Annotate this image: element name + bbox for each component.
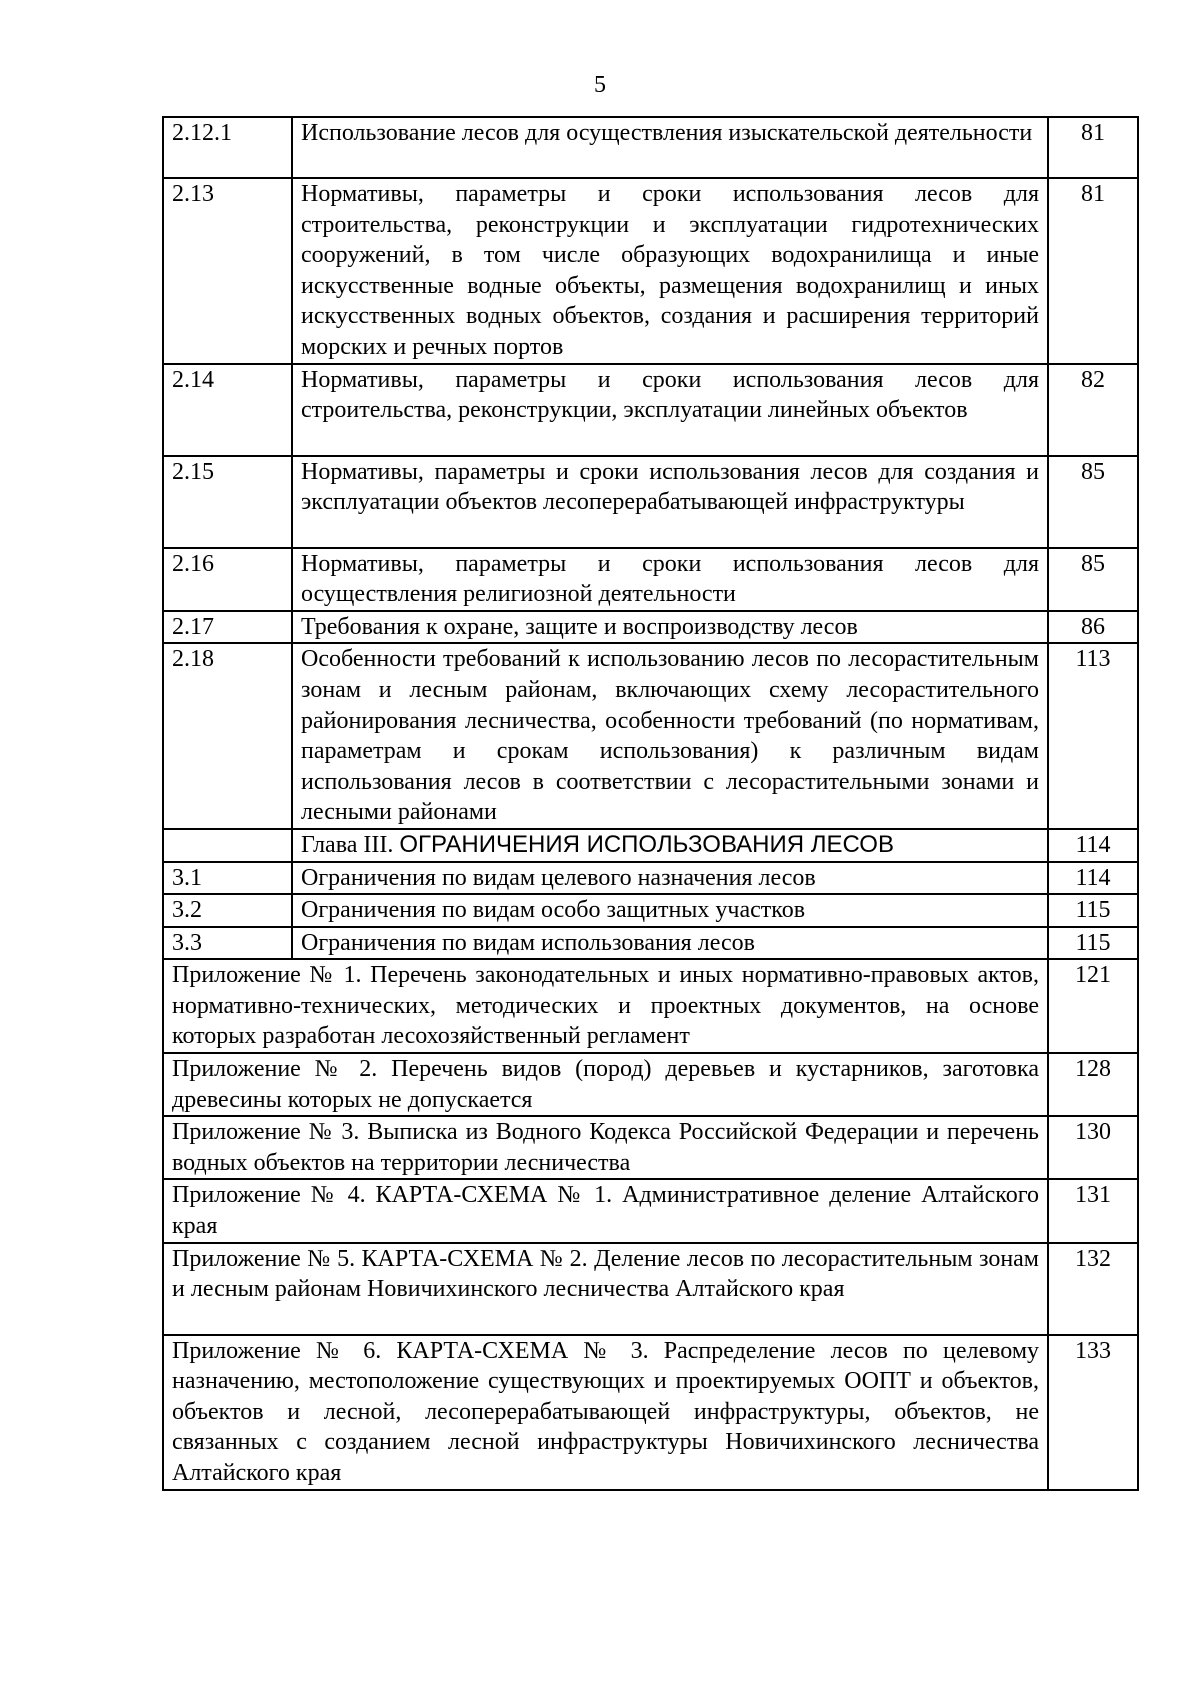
- section-page: 85: [1048, 548, 1138, 611]
- chapter-row: [163, 829, 1138, 862]
- section-number: 2.18: [163, 643, 292, 829]
- section-title: Нормативы, параметры и сроки использования лесов для создания и эксплуатации объектов лесоперерабатывающей инфраструктуры: [292, 456, 1048, 548]
- chapter-prefix: Глава III.: [301, 831, 400, 858]
- toc-row: [163, 364, 1138, 456]
- appendix-row: [163, 959, 1138, 1053]
- section-title: Особенности требований к использованию лесов по лесорастительным зонам и лесным районам, включающих схему лесорастительного районирования лесничества, особенности требований (по нормативам, параметрам и срокам использования) к различным видам использования лесов в соответствии с лесорастительными зонами и лесными районами: [292, 643, 1048, 829]
- section-number: 3.1: [163, 862, 292, 895]
- section-title: Использование лесов для осуществления изыскательской деятельности: [292, 117, 1048, 178]
- section-title: Нормативы, параметры и сроки использования лесов для строительства, реконструкции и эксплуатации гидротехнических сооружений, в том числе образующих водохранилища и иные искусственные водные объекты, размещения водохранилищ и иных искусственных водных объектов, создания и расширения территорий морских и речных портов: [292, 178, 1048, 364]
- page-number: 5: [594, 72, 606, 98]
- section-page: 82: [1048, 364, 1138, 456]
- appendix-title: Приложение № 3. Выписка из Водного Кодекса Российской Федерации и перечень водных объектов на территории лесничества: [163, 1116, 1048, 1179]
- section-page: 114: [1048, 862, 1138, 895]
- appendix-row: [163, 1116, 1138, 1179]
- section-number: 2.16: [163, 548, 292, 611]
- section-title: Нормативы, параметры и сроки использования лесов для строительства, реконструкции, эксплуатации линейных объектов: [292, 364, 1048, 456]
- section-page: 81: [1048, 178, 1138, 364]
- appendix-page: 133: [1048, 1335, 1138, 1490]
- section-number: [163, 829, 292, 862]
- appendix-page: 130: [1048, 1116, 1138, 1179]
- appendix-row: [163, 1179, 1138, 1242]
- toc-row: [163, 117, 1138, 178]
- section-title: Требования к охране, защите и воспроизводству лесов: [292, 611, 1048, 644]
- section-number: 2.14: [163, 364, 292, 456]
- toc-row: [163, 456, 1138, 548]
- section-number: 2.15: [163, 456, 292, 548]
- section-number: 3.2: [163, 894, 292, 927]
- appendix-page: 121: [1048, 959, 1138, 1053]
- appendix-title: Приложение № 2. Перечень видов (пород) деревьев и кустарников, заготовка древесины которых не допускается: [163, 1053, 1048, 1116]
- table-of-contents: [162, 116, 1139, 1491]
- appendix-page: 128: [1048, 1053, 1138, 1116]
- appendix-row: [163, 1053, 1138, 1116]
- section-title: Ограничения по видам особо защитных участков: [292, 894, 1048, 927]
- chapter-title: [292, 829, 1048, 862]
- section-page: 114: [1048, 829, 1138, 862]
- section-number: 2.17: [163, 611, 292, 644]
- section-title: Ограничения по видам целевого назначения лесов: [292, 862, 1048, 895]
- section-title: Нормативы, параметры и сроки использования лесов для осуществления религиозной деятельности: [292, 548, 1048, 611]
- section-number: 2.13: [163, 178, 292, 364]
- appendix-title: Приложение № 6. КАРТА-СХЕМА № 3. Распределение лесов по целевому назначению, местоположение существующих и проектируемых ООПТ и объектов, объектов и лесной, лесоперерабатывающей инфраструктуры, объектов, не связанных с созданием лесной инфраструктуры Новичихинского лесничества Алтайского края: [163, 1335, 1048, 1490]
- chapter-caps-title: ОГРАНИЧЕНИЯ ИСПОЛЬЗОВАНИЯ ЛЕСОВ: [399, 830, 894, 858]
- appendix-page: 132: [1048, 1243, 1138, 1335]
- toc-row: [163, 548, 1138, 611]
- toc-row: [163, 178, 1138, 364]
- appendix-page: 131: [1048, 1179, 1138, 1242]
- section-title: Ограничения по видам использования лесов: [292, 927, 1048, 960]
- section-page: 85: [1048, 456, 1138, 548]
- appendix-row: [163, 1335, 1138, 1490]
- section-page: 113: [1048, 643, 1138, 829]
- section-number: 2.12.1: [163, 117, 292, 178]
- appendix-title: Приложение № 1. Перечень законодательных и иных нормативно-правовых актов, нормативно-технических, методических и проектных документов, на основе которых разработан лесохозяйственный регламент: [163, 959, 1048, 1053]
- appendix-title: Приложение № 4. КАРТА-СХЕМА № 1. Административное деление Алтайского края: [163, 1179, 1048, 1242]
- toc-row: [163, 862, 1138, 895]
- section-page: 86: [1048, 611, 1138, 644]
- section-number: 3.3: [163, 927, 292, 960]
- toc-row: [163, 927, 1138, 960]
- section-page: 115: [1048, 927, 1138, 960]
- toc-row: [163, 611, 1138, 644]
- appendix-title: Приложение № 5. КАРТА-СХЕМА № 2. Деление лесов по лесорастительным зонам и лесным районам Новичихинского лесничества Алтайского края: [163, 1243, 1048, 1335]
- toc-row: [163, 894, 1138, 927]
- section-page: 115: [1048, 894, 1138, 927]
- section-page: 81: [1048, 117, 1138, 178]
- toc-row: [163, 643, 1138, 829]
- appendix-row: [163, 1243, 1138, 1335]
